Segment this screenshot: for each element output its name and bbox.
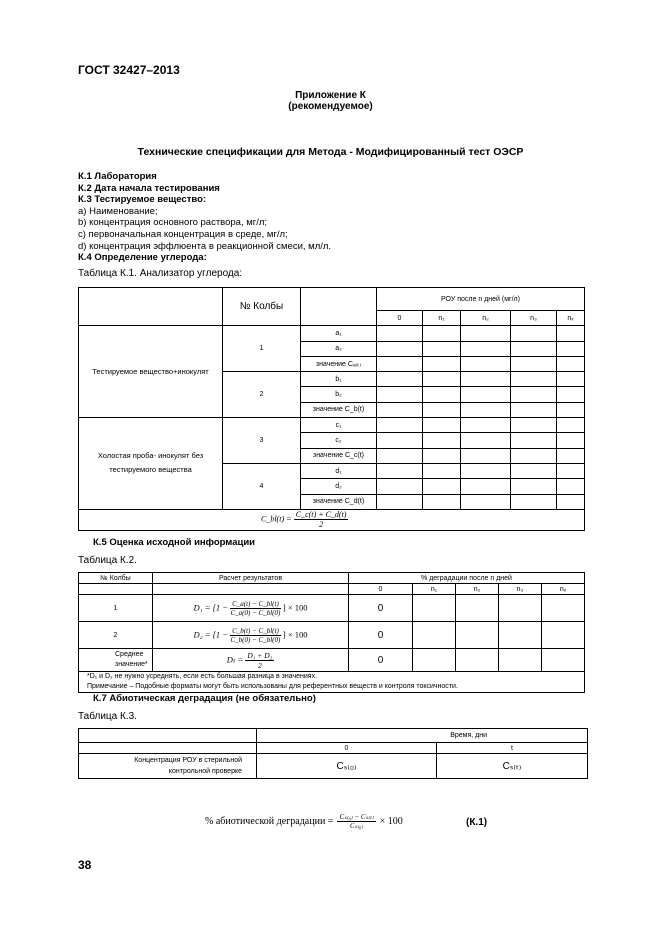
day-header: nₓ: [542, 584, 585, 595]
mean-label: Среднее значение*: [79, 649, 153, 672]
day-header: 0: [377, 311, 423, 326]
formula-k1: % абиотической деградации = $\frac{\text{Cₛ₍₀₎ − Cₛ₍ₜ₎}}{\text{Cₛ₍₀₎}}$ × 100: [205, 813, 403, 830]
page-number: 38: [78, 858, 92, 872]
col-time-header: Время, дни: [257, 729, 588, 743]
section-k3-c: c) первоначальная концентрация в среде, мг/л;: [78, 228, 288, 240]
document-id: ГОСТ 32427–2013: [78, 63, 180, 77]
col-calc-header: Расчет результатов: [153, 573, 349, 584]
section-k5: К.5 Оценка исходной информации: [93, 537, 256, 548]
day-header: n₃: [511, 311, 557, 326]
table-row: [79, 418, 585, 433]
d2-formula: D₂ = [1 − $\frac{C\_b(t) - C\_bl(t)}{C\_b(0) - C\_bl(0)}$ ] × 100: [153, 622, 349, 649]
row-label: значение C_c(t): [301, 448, 377, 463]
row-label: b₁: [301, 372, 377, 387]
day-header: n₃: [499, 584, 542, 595]
row-label: Концентрация РОУ в стерильной контрольной проверке: [79, 754, 257, 779]
row-label: d₁: [301, 463, 377, 478]
table-row: [79, 573, 585, 584]
table-row: [79, 326, 585, 341]
table-row: [79, 509, 585, 530]
table-row: [79, 584, 585, 595]
day-header: n₂: [461, 311, 511, 326]
day-header: 0: [257, 743, 437, 754]
table2-notes: [79, 672, 585, 693]
evaluation-table: [78, 572, 585, 693]
col-deg-header: % деградации после n дней: [349, 573, 585, 584]
value-cell: 0: [349, 649, 413, 672]
value-cell: Cₛ₍ₜ₎: [437, 754, 588, 779]
abiotic-table: [78, 728, 588, 779]
section-k3-b: b) концентрация основного раствора, мг/л;: [78, 217, 268, 229]
group-test-substance: Тестируемое вещество+инокулят: [79, 326, 223, 418]
section-k2: К.2 Дата начала тестирования: [78, 182, 220, 194]
table-row: [79, 672, 585, 693]
flask-number: 1: [79, 595, 153, 622]
col-flask-header: № Колбы: [79, 573, 153, 584]
table-row: [79, 729, 588, 743]
section-k3-a: а) Наименование;: [78, 205, 158, 217]
day-header: n₁: [423, 311, 461, 326]
formula-label: (К.1): [466, 817, 488, 828]
value-cell: 0: [349, 622, 413, 649]
col-doc-header: РОУ после n дней (мг/л): [377, 288, 585, 311]
value-cell: Cₛ₍₀₎: [257, 754, 437, 779]
flask-number: 1: [223, 326, 301, 372]
row-label: d₂: [301, 479, 377, 494]
note: Примечание – Подобные форматы могут быть использованы для референтных веществ и контроля токсичности.: [87, 683, 458, 690]
day-header: n₁: [413, 584, 456, 595]
col-flask-header: № Колбы: [223, 288, 301, 326]
section-k7: К.7 Абиотическая деградация (не обязательно): [93, 693, 316, 704]
table-row: [79, 622, 585, 649]
table-row: [79, 754, 588, 779]
section-k1: К.1 Лаборатория: [78, 171, 157, 182]
carbon-analyzer-table: [78, 287, 585, 531]
footnote: *D₁ и D₂ не нужно усреднять, если есть большая разница в значениях.: [87, 673, 318, 680]
table2-caption: Таблица К.2.: [78, 555, 137, 566]
table-row: [79, 743, 588, 754]
table-row: [79, 595, 585, 622]
row-label: c₂: [301, 433, 377, 448]
row-label: a₂: [301, 341, 377, 356]
day-header: n₂: [456, 584, 499, 595]
table-row: [79, 288, 585, 311]
flask-number: 2: [79, 622, 153, 649]
blank-mean-formula: C_bl(t) = $\frac{C\_c(t) + C\_d(t)}{2}$: [79, 509, 585, 530]
section-k3: К.3 Тестируемое вещество:: [78, 194, 207, 206]
appendix-title: Приложение К: [295, 90, 366, 101]
table-row: [79, 649, 585, 672]
flask-number: 4: [223, 463, 301, 509]
value-cell: 0: [349, 595, 413, 622]
flask-number: 3: [223, 418, 301, 464]
day-header: t: [437, 743, 588, 754]
main-title: Технические спецификации для Метода - Модифицированный тест ОЭСР: [137, 146, 524, 158]
row-label: значение C_b(t): [301, 402, 377, 417]
row-label: c₁: [301, 418, 377, 433]
table1-caption: Таблица К.1. Анализатор углерода:: [78, 268, 243, 279]
day-header: 0: [349, 584, 413, 595]
row-label: значение Cₐ₍ₜ₎: [301, 356, 377, 371]
row-label: значение C_d(t): [301, 494, 377, 509]
d1-formula: D₁ = [1 − $\frac{C\_a(t) - C\_bl(t)}{C\_a(0) - C\_bl(0)}$ ] × 100: [153, 595, 349, 622]
mean-formula: Dₜ = $\frac{\text{D₁ + D₂}}{2}$: [153, 649, 349, 672]
appendix-subtitle: (рекомендуемое): [288, 101, 373, 112]
section-k4: К.4 Определение углерода:: [78, 252, 207, 264]
section-k3-d: d) концентрация эффлюента в реакционной смеси, мл/л.: [78, 240, 332, 252]
group-blank: Холостая проба- инокулят без тестируемого вещества: [79, 418, 223, 510]
row-label: b₂: [301, 387, 377, 402]
spec-list: [78, 171, 331, 264]
day-header: nₓ: [557, 311, 585, 326]
table3-caption: Таблица К.3.: [78, 711, 137, 722]
flask-number: 2: [223, 372, 301, 418]
row-label: a₁: [301, 326, 377, 341]
